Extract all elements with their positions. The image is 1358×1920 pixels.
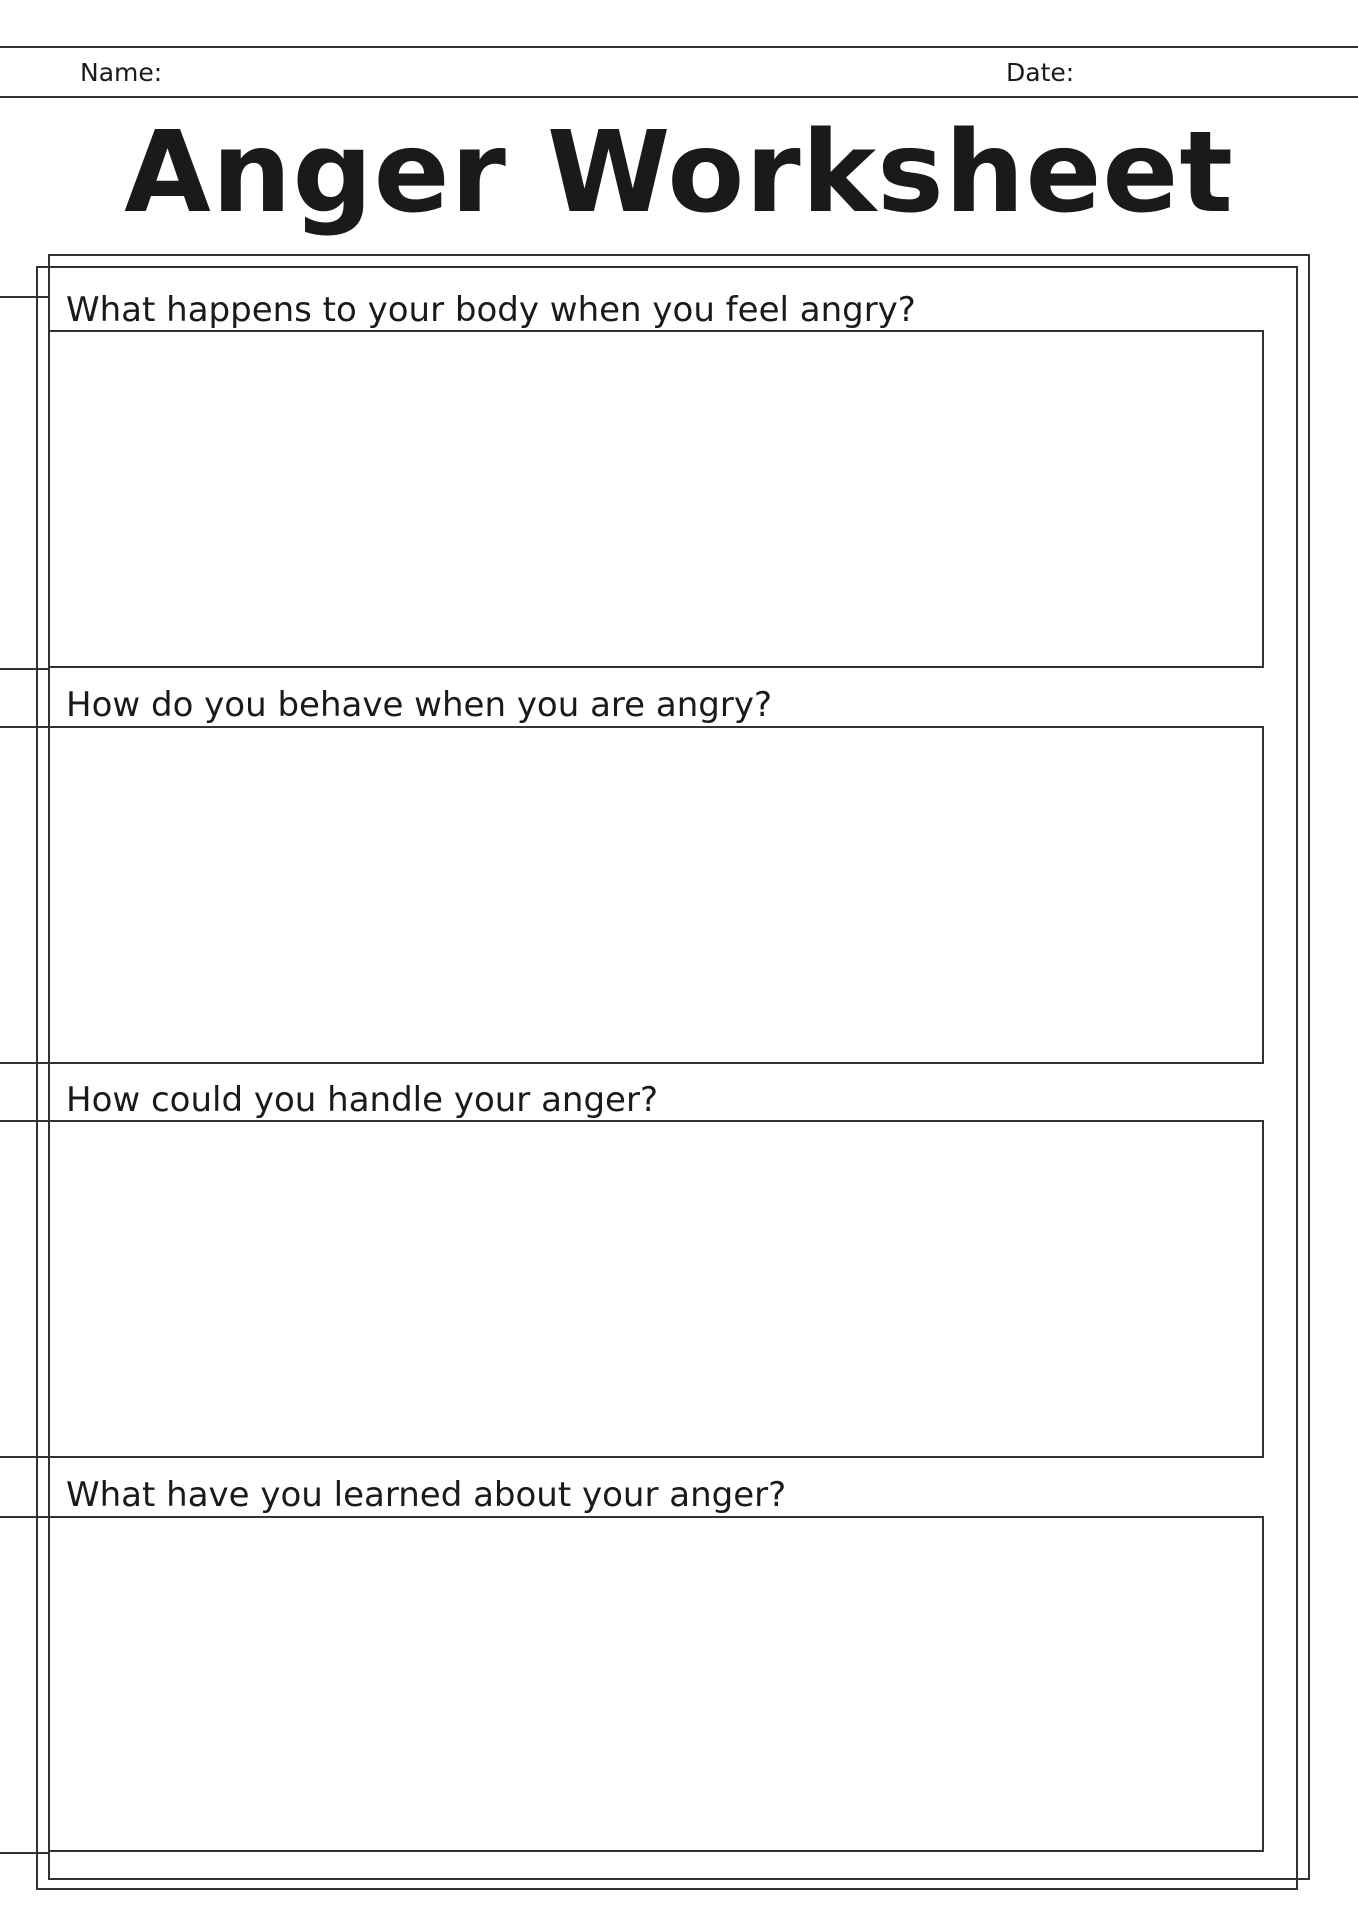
question-3-answer-box[interactable]	[48, 1120, 1264, 1458]
question-4-answer-box[interactable]	[48, 1516, 1264, 1852]
header-bottom-rule	[0, 96, 1358, 98]
question-2-answer-box[interactable]	[48, 726, 1264, 1064]
page-title: Anger Worksheet	[124, 108, 1234, 238]
margin-tick	[0, 1516, 50, 1518]
margin-tick	[0, 1062, 50, 1064]
margin-tick	[0, 1456, 50, 1458]
question-3-prompt: How could you handle your anger?	[66, 1080, 658, 1120]
margin-tick	[0, 1120, 50, 1122]
question-1-answer-box[interactable]	[48, 330, 1264, 668]
question-4-prompt: What have you learned about your anger?	[66, 1475, 787, 1515]
margin-tick	[0, 726, 50, 728]
question-2-prompt: How do you behave when you are angry?	[66, 685, 772, 725]
margin-tick	[0, 668, 50, 670]
margin-tick	[0, 296, 50, 298]
header-top-rule	[0, 46, 1358, 48]
question-1-prompt: What happens to your body when you feel angry?	[66, 290, 916, 330]
date-label: Date:	[1006, 58, 1075, 87]
name-label: Name:	[80, 58, 163, 87]
margin-tick	[0, 1852, 50, 1854]
